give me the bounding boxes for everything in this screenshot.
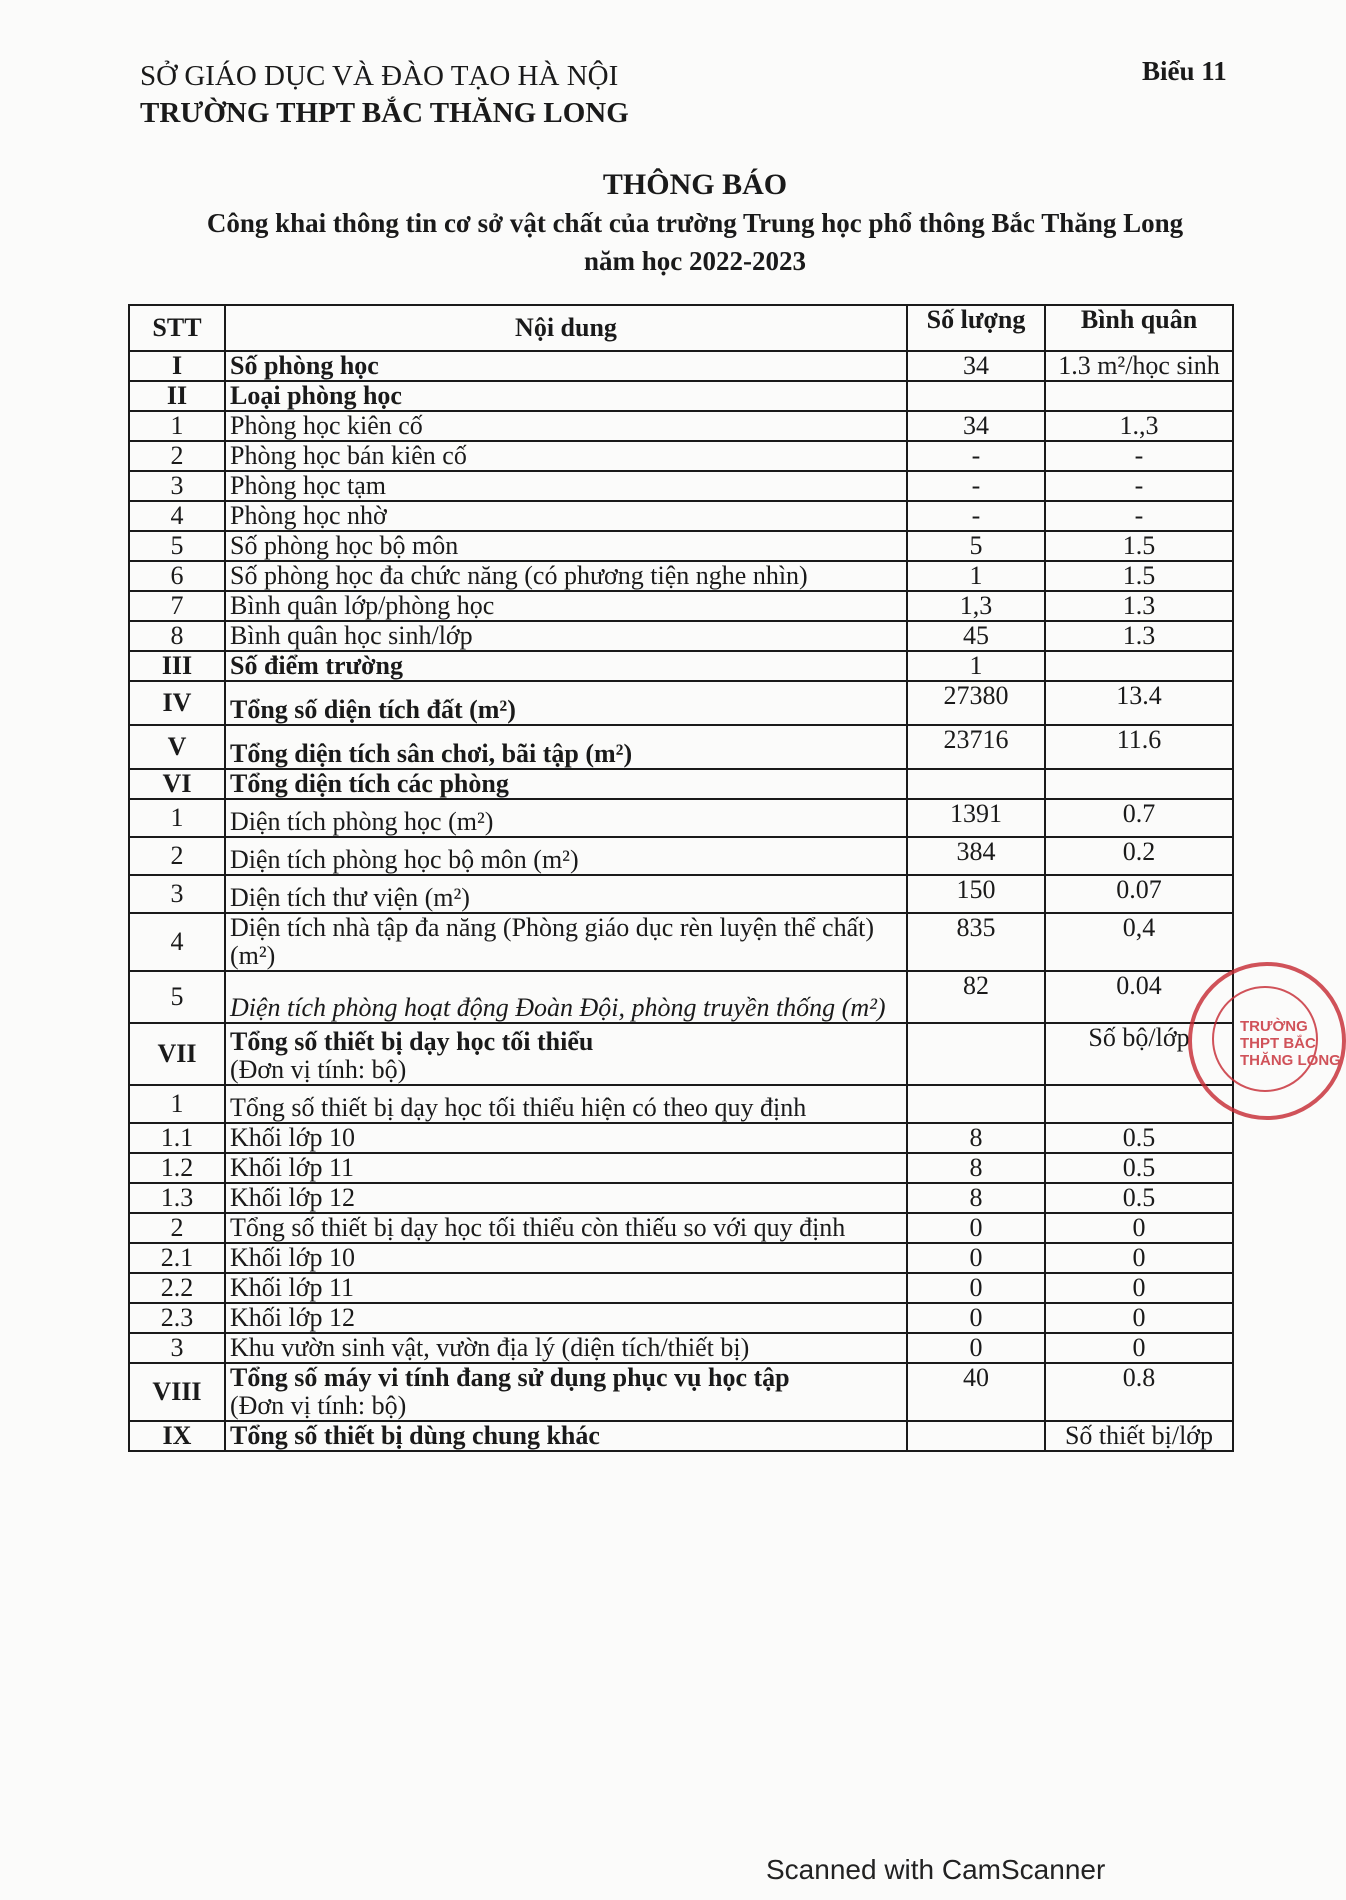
- row-quantity: 8: [907, 1153, 1045, 1183]
- row-stt: 2.2: [129, 1273, 225, 1303]
- row-stt: 5: [129, 531, 225, 561]
- row-quantity: -: [907, 471, 1045, 501]
- row-stt: 3: [129, 471, 225, 501]
- row-quantity: 8: [907, 1123, 1045, 1153]
- row-quantity: [907, 381, 1045, 411]
- form-number: Biểu 11: [1142, 56, 1227, 86]
- row-stt: VI: [129, 769, 225, 799]
- row-average: Số bộ/lớp: [1045, 1023, 1233, 1085]
- row-content: Diện tích phòng hoạt động Đoàn Đội, phòng truyền thống (m²): [225, 971, 907, 1023]
- row-average: Số thiết bị/lớp: [1045, 1421, 1233, 1451]
- row-average: 0.8: [1045, 1363, 1233, 1421]
- row-content: Phòng học nhờ: [225, 501, 907, 531]
- col-header-quantity: Số lượng: [907, 305, 1045, 351]
- row-stt: 2: [129, 1213, 225, 1243]
- row-stt: IV: [129, 681, 225, 725]
- row-content: Tổng diện tích các phòng: [225, 769, 907, 799]
- table-row: [129, 531, 1233, 561]
- row-average: 0.5: [1045, 1153, 1233, 1183]
- row-content: Khối lớp 12: [225, 1303, 907, 1333]
- row-quantity: -: [907, 501, 1045, 531]
- row-content: Khối lớp 11: [225, 1153, 907, 1183]
- school-seal-stamp: [1188, 962, 1346, 1120]
- row-content: Bình quân lớp/phòng học: [225, 591, 907, 621]
- table-row: [129, 351, 1233, 381]
- row-quantity: 835: [907, 913, 1045, 971]
- row-quantity: 34: [907, 411, 1045, 441]
- row-quantity: 8: [907, 1183, 1045, 1213]
- row-stt: 5: [129, 971, 225, 1023]
- row-content: Khu vườn sinh vật, vườn địa lý (diện tích/thiết bị): [225, 1333, 907, 1363]
- document-title-block: [120, 166, 1270, 280]
- row-stt: 1: [129, 411, 225, 441]
- row-quantity: [907, 1085, 1045, 1123]
- row-average: 0: [1045, 1243, 1233, 1273]
- row-average: 0: [1045, 1333, 1233, 1363]
- row-stt: II: [129, 381, 225, 411]
- row-average: 0: [1045, 1273, 1233, 1303]
- row-stt: 2: [129, 441, 225, 471]
- table-row: [129, 621, 1233, 651]
- table-row: [129, 441, 1233, 471]
- row-stt: 3: [129, 875, 225, 913]
- row-quantity: 1391: [907, 799, 1045, 837]
- row-stt: 4: [129, 501, 225, 531]
- table-row: [129, 1023, 1233, 1085]
- row-content: Khối lớp 11: [225, 1273, 907, 1303]
- row-average: [1045, 769, 1233, 799]
- row-content-unit: (Đơn vị tính: bộ): [230, 1391, 407, 1420]
- row-stt: 2.3: [129, 1303, 225, 1333]
- row-average: 1.5: [1045, 561, 1233, 591]
- row-quantity: 27380: [907, 681, 1045, 725]
- row-stt: 6: [129, 561, 225, 591]
- scanner-watermark: Scanned with CamScanner: [766, 1854, 1106, 1885]
- row-stt: 1.2: [129, 1153, 225, 1183]
- table-row: [129, 1363, 1233, 1421]
- table-row: [129, 681, 1233, 725]
- row-quantity: 23716: [907, 725, 1045, 769]
- row-content: Tổng số thiết bị dạy học tối thiểu còn thiếu so với quy định: [225, 1213, 907, 1243]
- table-row: [129, 561, 1233, 591]
- row-average: 1.3: [1045, 621, 1233, 651]
- row-quantity: 1: [907, 561, 1045, 591]
- table-row: [129, 725, 1233, 769]
- table-row: [129, 1213, 1233, 1243]
- row-average: -: [1045, 471, 1233, 501]
- row-quantity: 0: [907, 1243, 1045, 1273]
- school-year: năm học 2022-2023: [584, 246, 806, 276]
- row-content: Khối lớp 10: [225, 1123, 907, 1153]
- school-name: TRƯỜNG THPT BẮC THĂNG LONG: [140, 97, 629, 129]
- table-row: [129, 1421, 1233, 1451]
- row-average: 0,4: [1045, 913, 1233, 971]
- table-row: [129, 913, 1233, 971]
- row-average: 13.4: [1045, 681, 1233, 725]
- row-quantity: 5: [907, 531, 1045, 561]
- table-row: [129, 651, 1233, 681]
- row-quantity: [907, 1421, 1045, 1451]
- department-name: SỞ GIÁO DỤC VÀ ĐÀO TẠO HÀ NỘI: [140, 60, 619, 92]
- table-row: [129, 1183, 1233, 1213]
- row-content: Diện tích thư viện (m²): [225, 875, 907, 913]
- row-quantity: 0: [907, 1213, 1045, 1243]
- table-row: [129, 501, 1233, 531]
- row-content: Số phòng học: [225, 351, 907, 381]
- row-stt: 1: [129, 1085, 225, 1123]
- row-average: 0: [1045, 1303, 1233, 1333]
- row-average: [1045, 381, 1233, 411]
- row-quantity: 0: [907, 1273, 1045, 1303]
- row-content: Tổng số thiết bị dạy học tối thiểu hiện có theo quy định: [225, 1085, 907, 1123]
- row-average: [1045, 651, 1233, 681]
- row-average: 0.5: [1045, 1183, 1233, 1213]
- row-quantity: 150: [907, 875, 1045, 913]
- row-average: -: [1045, 441, 1233, 471]
- row-content-main: Tổng số thiết bị dạy học tối thiểu: [230, 1027, 594, 1056]
- row-average: 0.04: [1045, 971, 1233, 1023]
- row-stt: 1.1: [129, 1123, 225, 1153]
- row-stt: 4: [129, 913, 225, 971]
- row-content: Số điểm trường: [225, 651, 907, 681]
- row-content: Khối lớp 12: [225, 1183, 907, 1213]
- table-row: [129, 1333, 1233, 1363]
- table-row: [129, 591, 1233, 621]
- table-row: [129, 471, 1233, 501]
- row-average: 1.3: [1045, 591, 1233, 621]
- row-average: 1.,3: [1045, 411, 1233, 441]
- row-quantity: [907, 769, 1045, 799]
- row-content: Tổng số diện tích đất (m²): [225, 681, 907, 725]
- row-stt: VIII: [129, 1363, 225, 1421]
- document-header: [140, 58, 629, 132]
- table-row: [129, 971, 1233, 1023]
- table-row: [129, 769, 1233, 799]
- row-quantity: 40: [907, 1363, 1045, 1421]
- row-stt: I: [129, 351, 225, 381]
- row-stt: 1: [129, 799, 225, 837]
- row-stt: III: [129, 651, 225, 681]
- row-average: 1.3 m²/học sinh: [1045, 351, 1233, 381]
- table-row: [129, 381, 1233, 411]
- table-row: [129, 411, 1233, 441]
- row-content: Phòng học bán kiên cố: [225, 441, 907, 471]
- col-header-stt: STT: [129, 305, 225, 351]
- row-content: Tổng số thiết bị dùng chung khác: [225, 1421, 907, 1451]
- row-stt: 3: [129, 1333, 225, 1363]
- table-row: [129, 1123, 1233, 1153]
- table-row: [129, 1243, 1233, 1273]
- table-body: [129, 351, 1233, 1451]
- col-header-content: Nội dung: [225, 305, 907, 351]
- row-stt: 8: [129, 621, 225, 651]
- table-row: [129, 1085, 1233, 1123]
- document-title: THÔNG BÁO: [602, 168, 788, 201]
- row-quantity: 82: [907, 971, 1045, 1023]
- row-content: Số phòng học bộ môn: [225, 531, 907, 561]
- row-stt: IX: [129, 1421, 225, 1451]
- row-content: Diện tích nhà tập đa năng (Phòng giáo dục rèn luyện thể chất) (m²): [225, 913, 907, 971]
- row-stt: 2: [129, 837, 225, 875]
- row-average: 0.07: [1045, 875, 1233, 913]
- row-average: 11.6: [1045, 725, 1233, 769]
- row-content: Loại phòng học: [225, 381, 907, 411]
- row-content: [225, 1023, 907, 1085]
- row-average: -: [1045, 501, 1233, 531]
- row-stt: 1.3: [129, 1183, 225, 1213]
- table-row: [129, 1303, 1233, 1333]
- row-quantity: 1,3: [907, 591, 1045, 621]
- row-content: Bình quân học sinh/lớp: [225, 621, 907, 651]
- row-content: Khối lớp 10: [225, 1243, 907, 1273]
- col-header-average: Bình quân: [1045, 305, 1233, 351]
- row-quantity: 45: [907, 621, 1045, 651]
- document-subtitle: Công khai thông tin cơ sở vật chất của trường Trung học phổ thông Bắc Thăng Long: [206, 208, 1184, 238]
- row-content-main: Tổng số máy vi tính đang sử dụng phục vụ học tập: [230, 1363, 790, 1392]
- row-average: 0.7: [1045, 799, 1233, 837]
- row-stt: 7: [129, 591, 225, 621]
- row-stt: VII: [129, 1023, 225, 1085]
- row-quantity: 0: [907, 1303, 1045, 1333]
- row-content: Phòng học tạm: [225, 471, 907, 501]
- row-stt: V: [129, 725, 225, 769]
- row-quantity: 0: [907, 1333, 1045, 1363]
- row-content-unit: (Đơn vị tính: bộ): [230, 1055, 407, 1084]
- row-quantity: 1: [907, 651, 1045, 681]
- row-content: Phòng học kiên cố: [225, 411, 907, 441]
- row-average: 1.5: [1045, 531, 1233, 561]
- row-average: 0: [1045, 1213, 1233, 1243]
- row-average: 0.2: [1045, 837, 1233, 875]
- row-stt: 2.1: [129, 1243, 225, 1273]
- row-average: 0.5: [1045, 1123, 1233, 1153]
- row-quantity: 384: [907, 837, 1045, 875]
- row-content: [225, 1363, 907, 1421]
- row-content: Diện tích phòng học bộ môn (m²): [225, 837, 907, 875]
- seal-text: TRƯỜNG THPT BẮC THĂNG LONG: [1240, 1018, 1341, 1069]
- table-row: [129, 799, 1233, 837]
- row-content: Diện tích phòng học (m²): [225, 799, 907, 837]
- row-quantity: 34: [907, 351, 1045, 381]
- row-quantity: -: [907, 441, 1045, 471]
- table-row: [129, 875, 1233, 913]
- row-content: Tổng diện tích sân chơi, bãi tập (m²): [225, 725, 907, 769]
- row-content: Số phòng học đa chức năng (có phương tiện nghe nhìn): [225, 561, 907, 591]
- table-row: [129, 1153, 1233, 1183]
- facilities-table: [128, 304, 1234, 1452]
- row-quantity: [907, 1023, 1045, 1085]
- table-row: [129, 1273, 1233, 1303]
- table-header-row: [129, 305, 1233, 351]
- table-row: [129, 837, 1233, 875]
